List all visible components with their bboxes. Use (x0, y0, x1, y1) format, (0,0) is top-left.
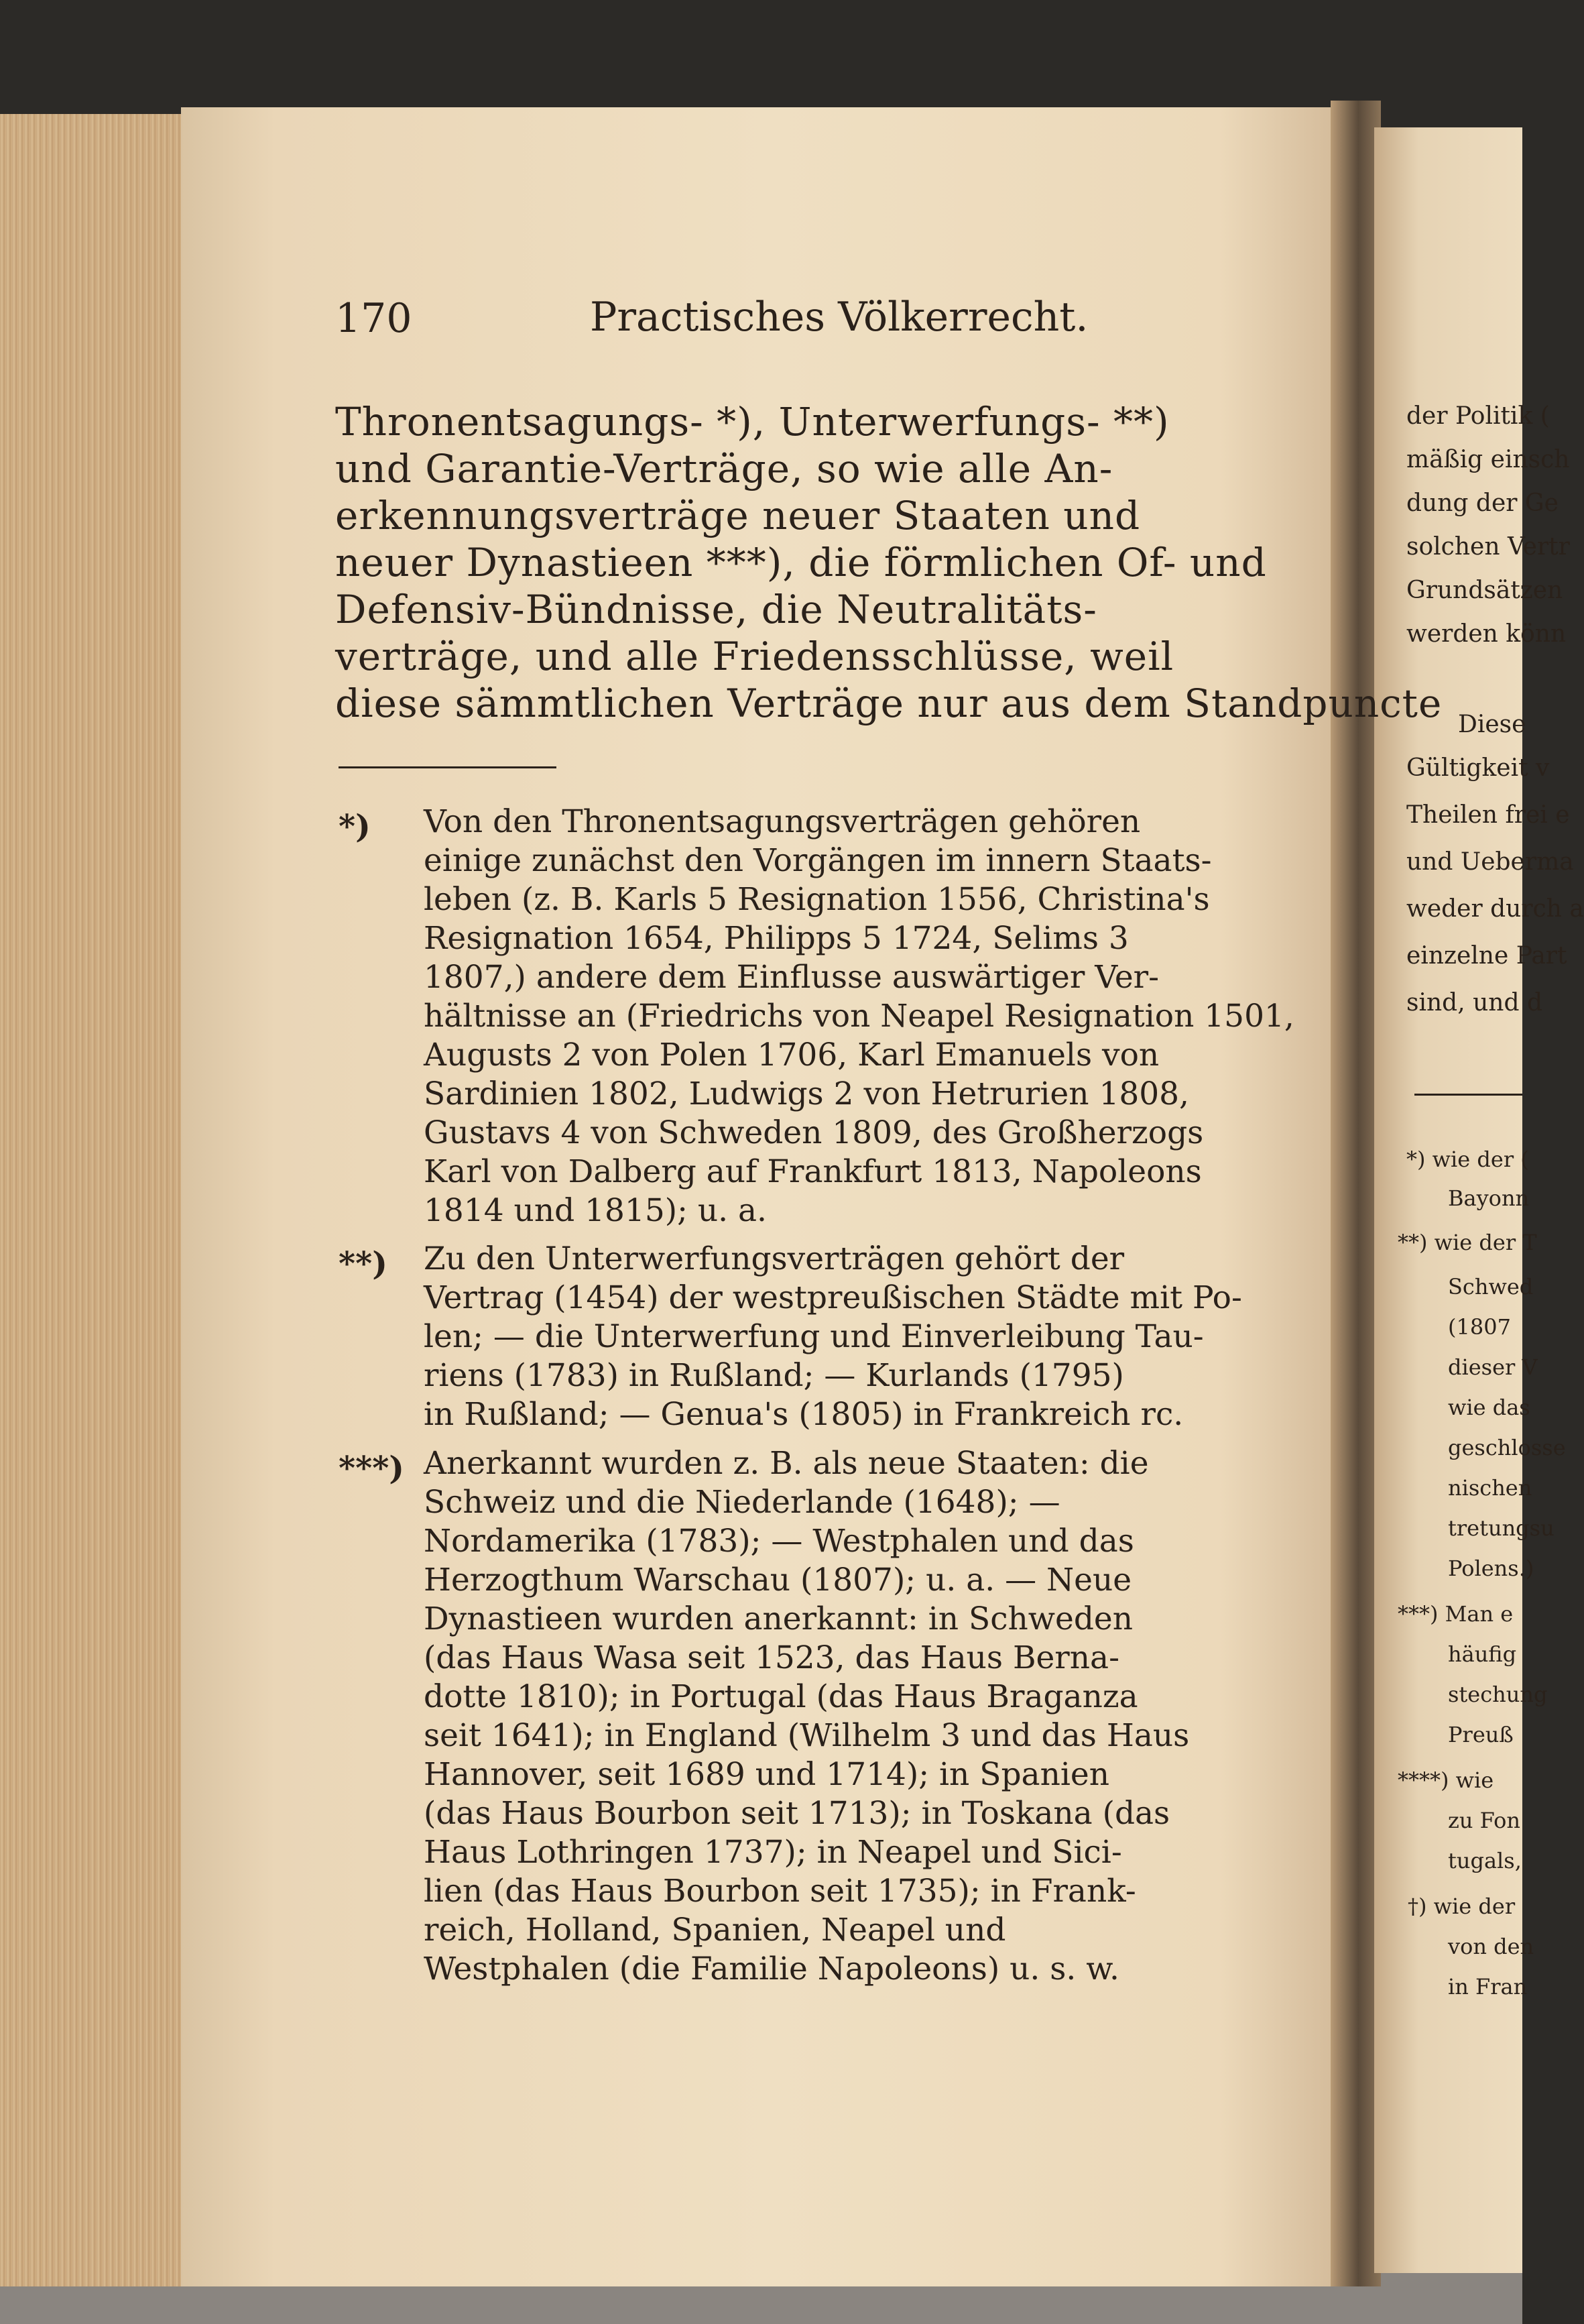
right-footnote-line: zu Fon (1448, 1808, 1520, 1833)
footnote-line: Hannover, seit 1689 und 1714); in Spanien (424, 1756, 1109, 1793)
right-footnote-line: Polens.) (1448, 1556, 1534, 1581)
footnote-line: lien (das Haus Bourbon seit 1735); in Frank- (424, 1873, 1136, 1910)
right-footnote-line: †) wie der (1408, 1894, 1516, 1919)
footnote-line: 1814 und 1815); u. a. (424, 1192, 767, 1229)
right-footnote-line: nischen (1448, 1475, 1532, 1501)
right-page-line: Grundsätzen (1406, 577, 1563, 604)
body-line: Defensiv-Bündnisse, die Neutralitäts- (335, 587, 1097, 632)
right-footnote-line: **) wie der T (1398, 1230, 1537, 1255)
right-page-line: sind, und d (1406, 989, 1543, 1016)
right-page-line: und Ueberma (1406, 848, 1574, 876)
footnote-line: Sardinien 1802, Ludwigs 2 von Hetrurien 1808, (424, 1076, 1189, 1112)
footnote-line: Von den Thronentsagungsverträgen gehören (424, 803, 1141, 840)
right-footnote-line: von den (1448, 1934, 1534, 1959)
footnote-line: Resignation 1654, Philipps 5 1724, Selims 3 (424, 920, 1129, 957)
footnote-line: seit 1641); in England (Wilhelm 3 und das Haus (424, 1717, 1190, 1754)
footnote-line: Westphalen (die Familie Napoleons) u. s. w. (424, 1951, 1119, 1987)
right-footnote-line: tretungsu (1448, 1515, 1555, 1541)
right-footnote-line: Bayonn (1448, 1185, 1530, 1211)
right-footnote-line: (1807 (1448, 1314, 1511, 1340)
footnote-line: len; — die Unterwerfung und Einverleibung Tau- (424, 1318, 1204, 1355)
footnote-line: hältnisse an (Friedrichs von Neapel Resignation 1501, (424, 998, 1294, 1035)
footnote-marker: ***) (339, 1450, 405, 1487)
body-line: erkennungsverträge neuer Staaten und (335, 493, 1141, 538)
right-footnote-line: geschlosse (1448, 1435, 1566, 1460)
footnote-line: dotte 1810); in Portugal (das Haus Braganza (424, 1678, 1138, 1715)
body-line: neuer Dynastieen ***), die förmlichen Of- und (335, 540, 1267, 585)
footnote-line: Herzogthum Warschau (1807); u. a. — Neue (424, 1562, 1132, 1599)
footnote-marker: **) (339, 1245, 387, 1283)
footnote-line: einige zunächst den Vorgängen im innern Staats- (424, 842, 1212, 879)
footnote-line: (das Haus Wasa seit 1523, das Haus Berna- (424, 1639, 1119, 1676)
right-footnote-separator-rule (1414, 1094, 1522, 1096)
page-number: 170 (335, 295, 412, 342)
footnote-line: Anerkannt wurden z. B. als neue Staaten: die (424, 1445, 1149, 1482)
footnote-line: (das Haus Bourbon seit 1713); in Toskana (das (424, 1795, 1170, 1832)
right-page-line: weder durch a (1406, 895, 1584, 923)
footnote-line: Zu den Unterwerfungsverträgen gehört der (424, 1240, 1125, 1277)
right-footnote-line: in Fran (1448, 1974, 1528, 1999)
footnote-line: reich, Holland, Spanien, Neapel und (424, 1912, 1006, 1949)
right-page-line: solchen Vertr (1406, 533, 1570, 561)
footnote-line: Haus Lothringen 1737); in Neapel und Sici- (424, 1834, 1122, 1871)
right-page-line: Theilen frei e (1406, 801, 1570, 829)
footnote-line: Augusts 2 von Polen 1706, Karl Emanuels von (424, 1037, 1160, 1073)
footnote-line: Karl von Dalberg auf Frankfurt 1813, Napoleons (424, 1153, 1202, 1190)
footnote-line: Dynastieen wurden anerkannt: in Schweden (424, 1601, 1134, 1637)
right-page-line: der Politik ( (1406, 402, 1550, 430)
book-gutter (1331, 101, 1381, 2286)
book-page-edges (0, 114, 191, 2286)
footnote-line: leben (z. B. Karls 5 Resignation 1556, Christina's (424, 881, 1210, 918)
footnote-line: Nordamerika (1783); — Westphalen und das (424, 1523, 1134, 1560)
running-head: Practisches Völkerrecht. (590, 294, 1089, 341)
right-footnote-line: dieser V (1448, 1354, 1538, 1380)
right-page-line: Gültigkeit v (1406, 754, 1550, 782)
footnote-separator-rule (339, 766, 556, 768)
footnote-line: in Rußland; — Genua's (1805) in Frankreich rc. (424, 1396, 1184, 1433)
body-line: diese sämmtlichen Verträge nur aus dem Standpuncte (335, 681, 1443, 726)
body-line: Thronentsagungs- *), Unterwerfungs- **) (335, 399, 1170, 445)
right-footnote-line: wie das (1448, 1395, 1530, 1420)
footnote-line: riens (1783) in Rußland; — Kurlands (1795) (424, 1357, 1124, 1394)
footnote-marker: *) (339, 808, 371, 846)
right-footnote-line: Schwed (1448, 1274, 1534, 1299)
body-line: und Garantie-Verträge, so wie alle An- (335, 446, 1113, 491)
right-footnote-line: *) wie der ( (1406, 1147, 1529, 1172)
footnote-line: 1807,) andere dem Einflusse auswärtiger Ver- (424, 959, 1160, 996)
footnote-line: Gustavs 4 von Schweden 1809, des Großherzogs (424, 1114, 1204, 1151)
footnote-line: Schweiz und die Niederlande (1648); — (424, 1484, 1060, 1521)
right-footnote-line: tugals, (1448, 1848, 1522, 1873)
right-footnote-line: ****) wie (1398, 1767, 1494, 1793)
right-footnote-line: Preuß (1448, 1722, 1514, 1747)
footnote-line: Vertrag (1454) der westpreußischen Städte mit Po- (424, 1279, 1242, 1316)
right-page-line: mäßig einsch (1406, 446, 1570, 473)
right-page-line: dung der Ge (1406, 489, 1559, 517)
right-page-line: Diese (1458, 711, 1526, 738)
right-page-line: einzelne Part (1406, 942, 1567, 970)
right-footnote-line: stechung (1448, 1682, 1548, 1707)
body-line: verträge, und alle Friedensschlüsse, weil (335, 634, 1174, 679)
right-footnote-line: häufig (1448, 1641, 1517, 1667)
right-page-line: werden könn (1406, 620, 1567, 648)
right-footnote-line: ***) Man e (1398, 1601, 1514, 1627)
